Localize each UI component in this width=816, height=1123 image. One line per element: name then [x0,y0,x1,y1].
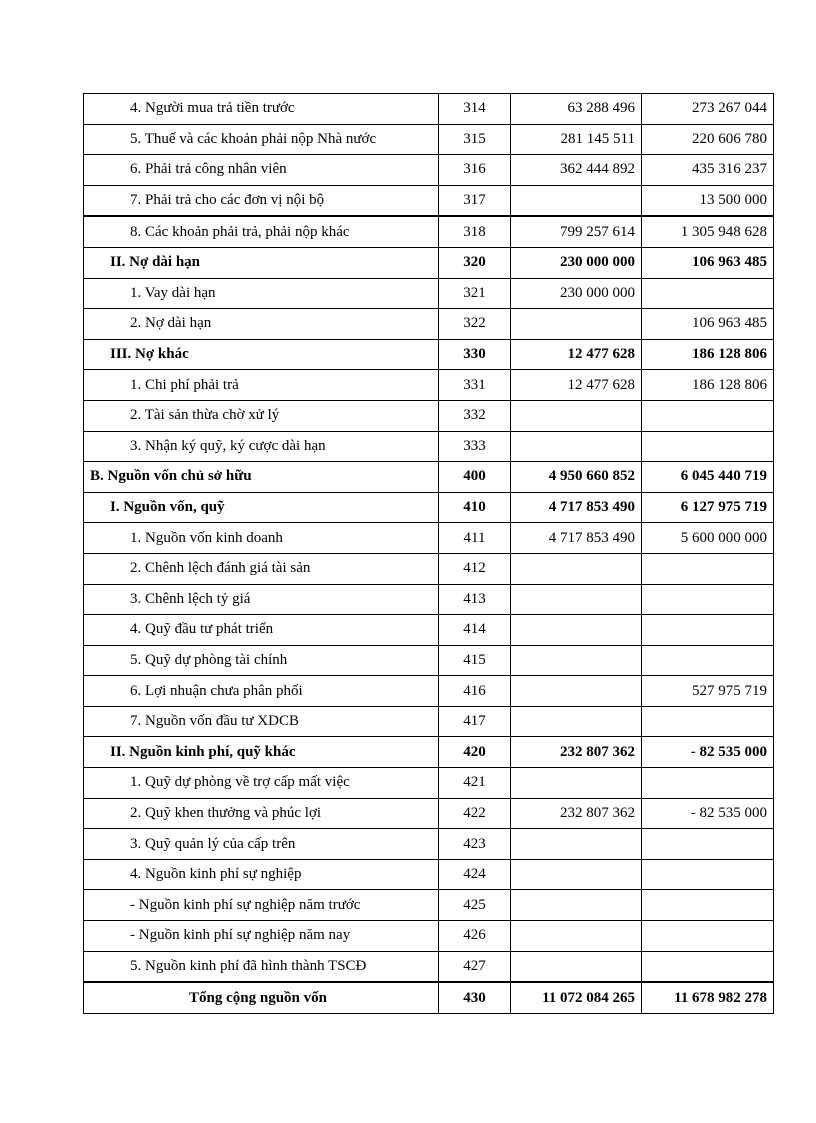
row-end-value: 186 128 806 [642,339,774,370]
row-code: 315 [439,124,511,155]
row-label: 7. Nguồn vốn đầu tư XDCB [84,706,439,737]
row-label: 4. Quỹ đầu tư phát triển [84,615,439,646]
row-code: 413 [439,584,511,615]
row-begin-value [511,890,642,921]
row-end-value: - 82 535 000 [642,737,774,768]
row-code: 412 [439,553,511,584]
table-row [84,798,774,829]
row-end-value: 13 500 000 [642,185,774,216]
row-label: 4. Nguồn kinh phí sự nghiệp [84,859,439,890]
row-end-value [642,859,774,890]
row-begin-value: 12 477 628 [511,370,642,401]
row-code: 421 [439,768,511,799]
table-row [84,339,774,370]
row-label: 5. Thuế và các khoản phải nộp Nhà nước [84,124,439,155]
table-row [84,645,774,676]
row-begin-value: 11 072 084 265 [511,982,642,1013]
row-label: Tổng cộng nguồn vốn [84,982,439,1013]
table-row [84,859,774,890]
table-row [84,921,774,952]
row-label: 4. Người mua trả tiền trước [84,94,439,125]
row-code: 414 [439,615,511,646]
row-label: 5. Quỹ dự phòng tài chính [84,645,439,676]
row-label: 6. Lợi nhuận chưa phân phối [84,676,439,707]
row-label: 2. Chênh lệch đánh giá tài sản [84,553,439,584]
table-row [84,951,774,982]
row-code: 331 [439,370,511,401]
table-row [84,155,774,186]
row-end-value: 220 606 780 [642,124,774,155]
row-begin-value: 4 717 853 490 [511,523,642,554]
table-body [84,94,774,1014]
table-row [84,676,774,707]
row-begin-value [511,553,642,584]
row-end-value [642,400,774,431]
table-row [84,584,774,615]
row-code: 424 [439,859,511,890]
table-row [84,553,774,584]
row-end-value: 1 305 948 628 [642,216,774,247]
row-code: 316 [439,155,511,186]
row-label: II. Nguồn kinh phí, quỹ khác [84,737,439,768]
balance-sheet-table [83,93,774,1014]
row-code: 321 [439,278,511,309]
row-label: I. Nguồn vốn, quỹ [84,492,439,523]
row-end-value [642,829,774,860]
row-end-value: 106 963 485 [642,309,774,340]
row-label: 8. Các khoản phải trả, phải nộp khác [84,216,439,247]
table-row [84,370,774,401]
row-end-value [642,768,774,799]
table-row [84,124,774,155]
row-label: 1. Chi phí phải trả [84,370,439,401]
row-label: - Nguồn kinh phí sự nghiệp năm trước [84,890,439,921]
row-code: 420 [439,737,511,768]
table-row [84,247,774,278]
row-begin-value [511,645,642,676]
row-label: 2. Tài sản thừa chờ xử lý [84,400,439,431]
row-code: 411 [439,523,511,554]
table-row [84,615,774,646]
row-code: 330 [439,339,511,370]
row-label: 1. Nguồn vốn kinh doanh [84,523,439,554]
row-end-value: 11 678 982 278 [642,982,774,1013]
row-begin-value [511,706,642,737]
row-end-value: 5 600 000 000 [642,523,774,554]
row-code: 322 [439,309,511,340]
table-row [84,982,774,1013]
row-code: 427 [439,951,511,982]
row-end-value: 6 127 975 719 [642,492,774,523]
row-begin-value: 281 145 511 [511,124,642,155]
table-row [84,400,774,431]
row-end-value: 106 963 485 [642,247,774,278]
row-begin-value: 4 717 853 490 [511,492,642,523]
row-begin-value: 12 477 628 [511,339,642,370]
row-end-value [642,278,774,309]
row-begin-value: 232 807 362 [511,737,642,768]
row-begin-value: 232 807 362 [511,798,642,829]
row-begin-value [511,921,642,952]
row-end-value [642,615,774,646]
table-row [84,462,774,493]
table-row [84,278,774,309]
row-begin-value [511,829,642,860]
row-label: - Nguồn kinh phí sự nghiệp năm nay [84,921,439,952]
row-end-value [642,645,774,676]
row-begin-value: 362 444 892 [511,155,642,186]
row-code: 417 [439,706,511,737]
row-begin-value: 63 288 496 [511,94,642,125]
row-code: 416 [439,676,511,707]
row-label: 3. Chênh lệch tỷ giá [84,584,439,615]
row-label: III. Nợ khác [84,339,439,370]
row-end-value: 6 045 440 719 [642,462,774,493]
row-begin-value [511,615,642,646]
row-end-value: - 82 535 000 [642,798,774,829]
row-code: 423 [439,829,511,860]
row-label: 2. Quỹ khen thưởng và phúc lợi [84,798,439,829]
row-code: 410 [439,492,511,523]
row-code: 333 [439,431,511,462]
row-code: 425 [439,890,511,921]
row-begin-value [511,185,642,216]
row-code: 400 [439,462,511,493]
row-end-value: 435 316 237 [642,155,774,186]
row-label: 7. Phải trả cho các đơn vị nội bộ [84,185,439,216]
table-row [84,523,774,554]
row-label: 1. Quỹ dự phòng về trợ cấp mất việc [84,768,439,799]
row-end-value [642,921,774,952]
row-begin-value: 4 950 660 852 [511,462,642,493]
row-begin-value: 230 000 000 [511,247,642,278]
row-label: 6. Phải trả công nhân viên [84,155,439,186]
row-begin-value [511,584,642,615]
row-begin-value [511,859,642,890]
row-begin-value [511,676,642,707]
table-row [84,185,774,216]
row-end-value [642,584,774,615]
row-begin-value [511,768,642,799]
table-row [84,431,774,462]
row-end-value [642,951,774,982]
row-label: 2. Nợ dài hạn [84,309,439,340]
row-label: 3. Quỹ quản lý của cấp trên [84,829,439,860]
row-end-value [642,431,774,462]
row-code: 430 [439,982,511,1013]
row-code: 422 [439,798,511,829]
row-begin-value [511,400,642,431]
row-label: B. Nguồn vốn chủ sở hữu [84,462,439,493]
row-begin-value: 799 257 614 [511,216,642,247]
row-end-value [642,706,774,737]
row-end-value [642,553,774,584]
table-row [84,737,774,768]
table-row [84,890,774,921]
table-row [84,216,774,247]
row-end-value: 186 128 806 [642,370,774,401]
row-code: 317 [439,185,511,216]
row-code: 314 [439,94,511,125]
table-row [84,768,774,799]
table-row [84,492,774,523]
row-begin-value: 230 000 000 [511,278,642,309]
row-label: 5. Nguồn kinh phí đã hình thành TSCĐ [84,951,439,982]
row-code: 320 [439,247,511,278]
row-label: 3. Nhận ký quỹ, ký cược dài hạn [84,431,439,462]
row-code: 332 [439,400,511,431]
row-begin-value [511,951,642,982]
row-code: 415 [439,645,511,676]
row-label: II. Nợ dài hạn [84,247,439,278]
table-row [84,94,774,125]
row-begin-value [511,431,642,462]
row-end-value [642,890,774,921]
table-row [84,706,774,737]
row-end-value: 527 975 719 [642,676,774,707]
row-code: 318 [439,216,511,247]
table-row [84,309,774,340]
row-code: 426 [439,921,511,952]
row-begin-value [511,309,642,340]
table-row [84,829,774,860]
row-end-value: 273 267 044 [642,94,774,125]
row-label: 1. Vay dài hạn [84,278,439,309]
